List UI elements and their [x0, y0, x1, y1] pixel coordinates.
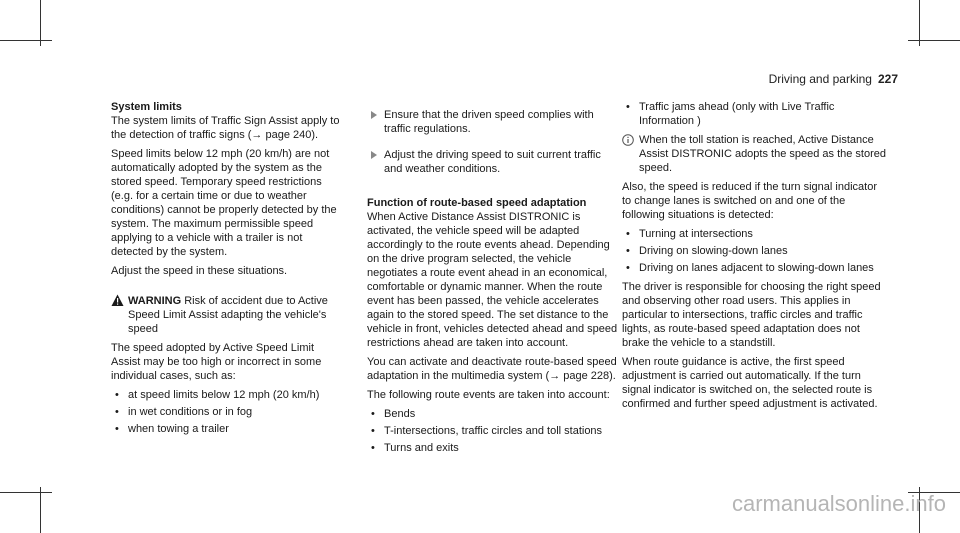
list-item: • when towing a trailer	[111, 422, 343, 436]
warning-triangle-icon	[111, 294, 124, 307]
warning-label: WARNING	[128, 295, 182, 307]
info-icon	[622, 134, 634, 146]
list-item: • Driving on slowing-down lanes	[622, 244, 887, 258]
info-note	[622, 133, 887, 175]
bullet-list	[622, 227, 887, 275]
instruction-item	[367, 148, 619, 176]
paragraph: Also, the speed is reduced if the turn signal indicator to change lanes is switched on and one of the following situations is detected:	[622, 181, 877, 221]
bullet-list	[367, 407, 619, 455]
list-item: • Bends	[367, 407, 619, 421]
paragraph: Adjust the speed in these situations.	[111, 265, 288, 277]
paragraph: The speed adopted by Active Speed Limit Assist may be too high or incorrect in some individual cases, such as:	[111, 342, 322, 382]
column-system-limits	[111, 100, 343, 441]
paragraph: The driver is responsible for choosing the right speed and observing other road users. This applies in particular to intersections, traffic circles and traffic lights, as route-based speed adaptation does not brake the vehicle to a standstill.	[622, 281, 881, 349]
list-item: • Traffic jams ahead (only with Live Traffic Information )	[622, 100, 887, 128]
page-number: 227	[877, 72, 898, 86]
heading-route-based: Function of route-based speed adaptation	[367, 197, 587, 209]
paragraph: When Active Distance Assist DISTRONIC is activated, the vehicle speed will be adapted accordingly to the route events ahead. Depending on the drive program selected, the vehicle negotiates a route event ahead in an economical, comfortable or dynamic manner. When the route event has been passed, the vehicle accelerates again to the stored speed. The set distance to the vehicle in front, vehicles detected ahead and speed restrictions ahead are taken into account.	[367, 211, 618, 349]
instruction-text: Adjust the driving speed to suit current traffic and weather conditions.	[384, 149, 601, 175]
crop-mark	[908, 40, 960, 41]
bullet-list	[622, 100, 887, 128]
paragraph: You can activate and deactivate route-based speed adaptation in the multimedia system (→ page 228).	[367, 356, 617, 382]
list-item: • T-intersections, traffic circles and toll stations	[367, 424, 619, 438]
crop-mark	[0, 40, 52, 41]
paragraph: The following route events are taken into account:	[367, 389, 610, 401]
instruction-text: Ensure that the driven speed complies with traffic regulations.	[384, 109, 594, 135]
section-title: Driving and parking	[768, 72, 872, 86]
list-item: • Turns and exits	[367, 441, 619, 455]
paragraph: When route guidance is active, the first speed adjustment is carried out automatically. If the turn signal indicator is switched on, the selected route is confirmed and further speed adjustment is activated.	[622, 356, 878, 410]
crop-mark	[0, 492, 52, 493]
list-item: • Driving on lanes adjacent to slowing-down lanes	[622, 261, 887, 275]
bullet-list	[111, 388, 343, 436]
list-item: • Turning at intersections	[622, 227, 887, 241]
warning-box	[111, 294, 343, 336]
instruction-item	[367, 108, 619, 136]
heading-system-limits: System limits	[111, 101, 182, 113]
list-item: • in wet conditions or in fog	[111, 405, 343, 419]
arrow-right-icon	[371, 111, 377, 119]
page-header	[769, 72, 898, 86]
paragraph: Speed limits below 12 mph (20 km/h) are not automatically adopted by the system as the stored speed. Temporary speed restrictions (e.g. for a certain time or due to weather conditions) cannot be properly detected by the system. The maximum permissible speed applying to a vehicle with a trailer is not detected by the system.	[111, 148, 337, 258]
info-text: When the toll station is reached, Active Distance Assist DISTRONIC adopts the speed as the stored speed.	[639, 134, 887, 174]
arrow-right-icon	[371, 151, 377, 159]
list-item: • at speed limits below 12 mph (20 km/h)	[111, 388, 343, 402]
column-route-based	[367, 108, 619, 460]
paragraph: The system limits of Traffic Sign Assist apply to the detection of traffic signs (→ page 240).	[111, 115, 340, 141]
crop-mark	[40, 487, 41, 533]
watermark: carmanualsonline.info	[731, 491, 946, 516]
warning-text: Risk of accident due to Active Speed Limit Assist adapting the vehicle's speed	[128, 295, 328, 335]
column-speed-reduction	[622, 100, 887, 416]
